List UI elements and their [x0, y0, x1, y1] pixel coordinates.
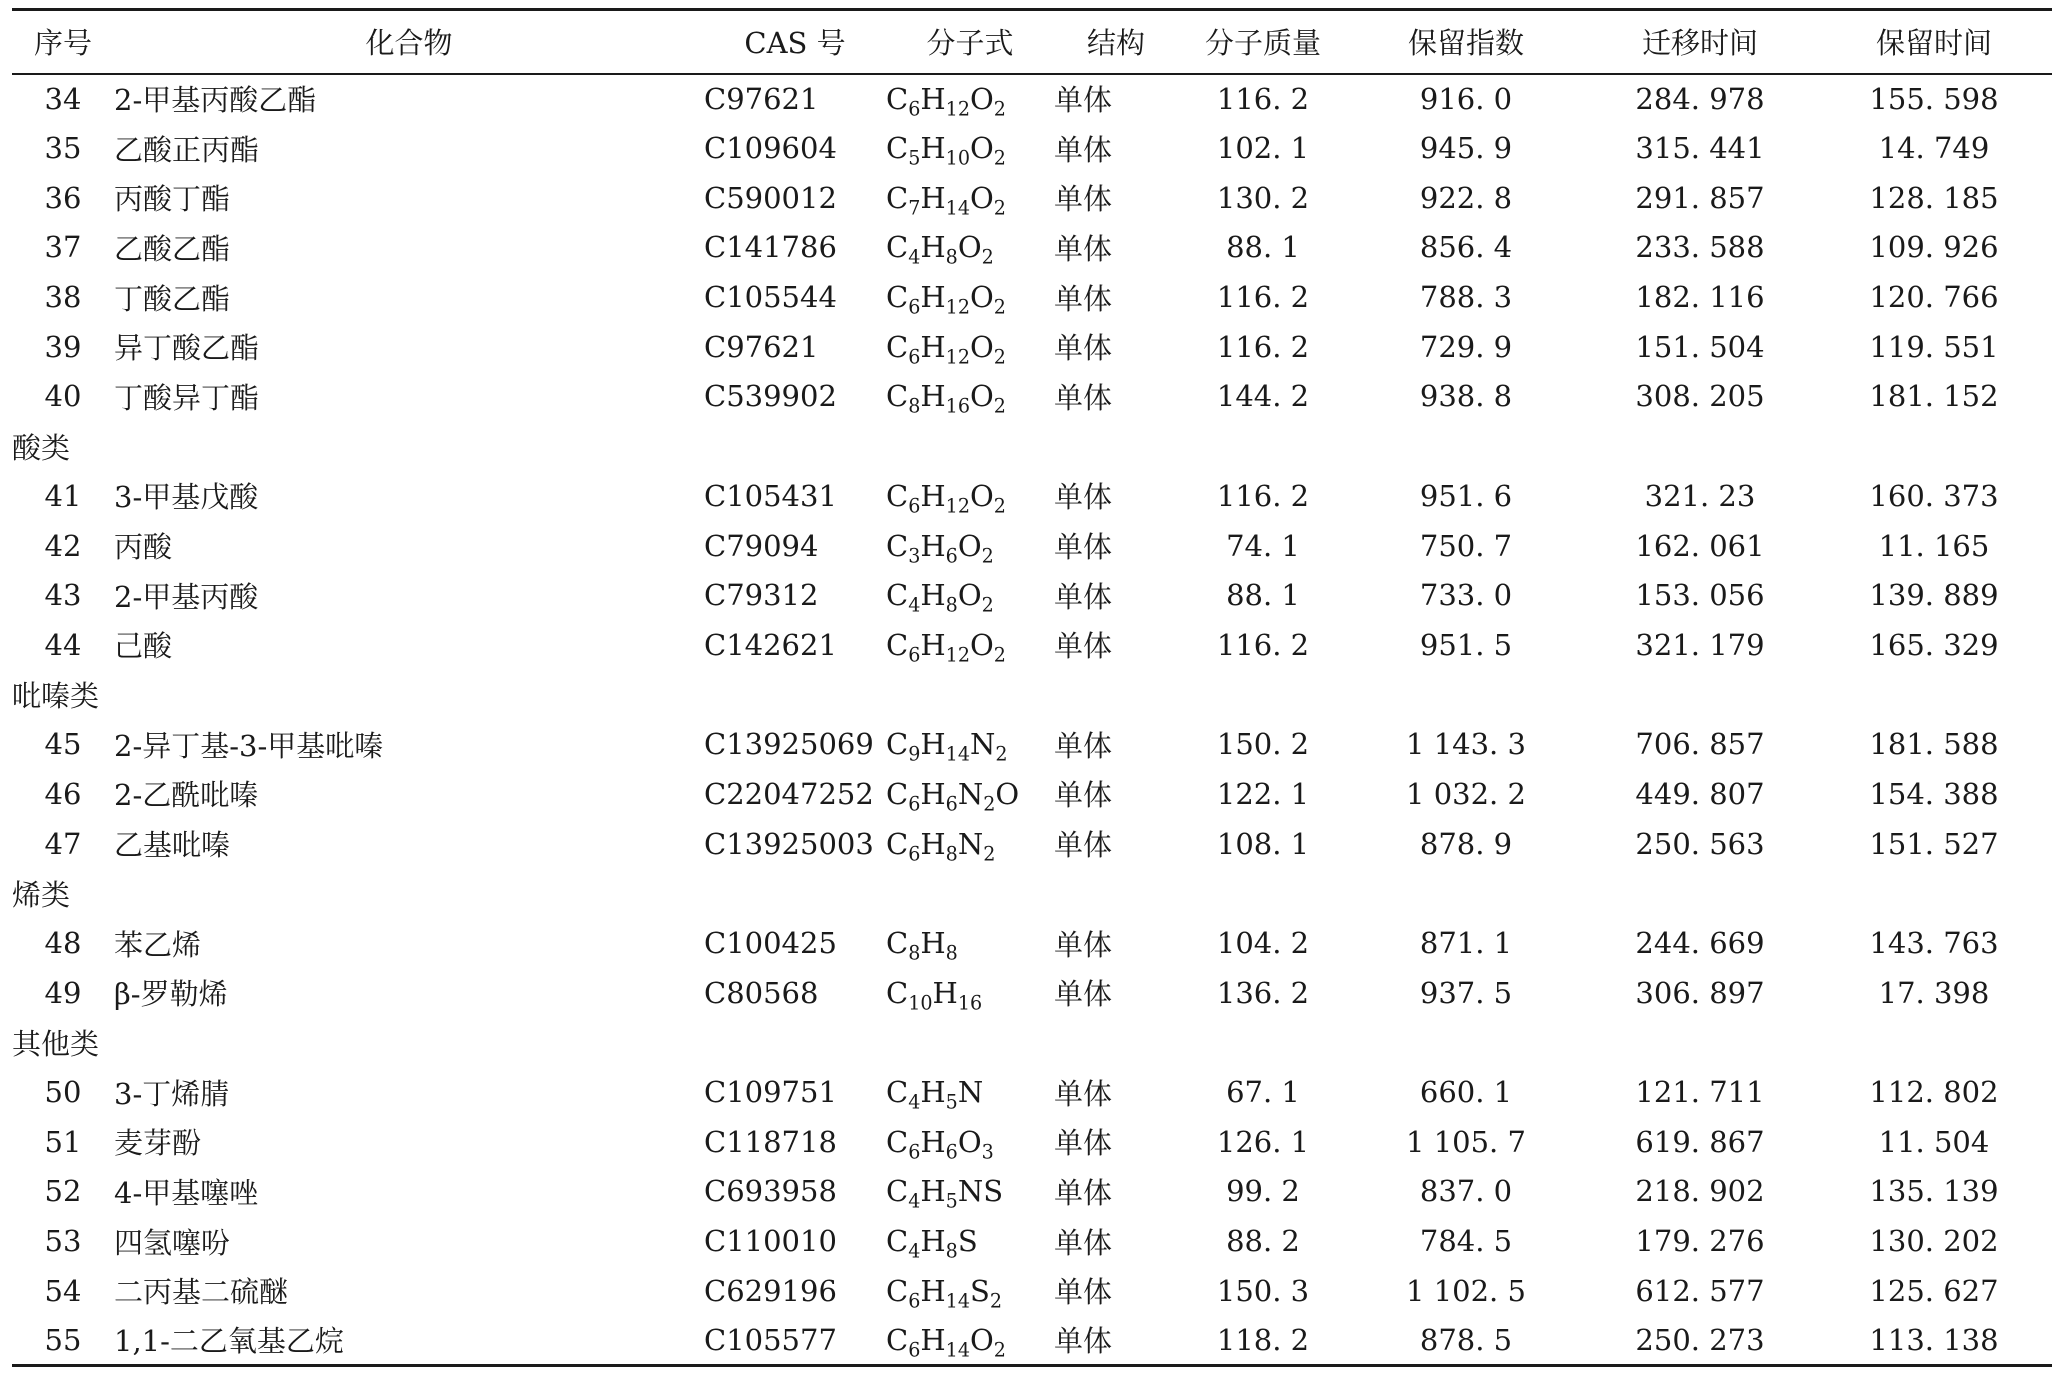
retention-index: 878. 5 — [1348, 1316, 1584, 1366]
structure-type: 单体 — [1054, 1076, 1113, 1111]
compound-number: 34 — [44, 81, 82, 116]
table-row — [12, 223, 2052, 273]
category-row — [12, 1018, 2052, 1068]
molecular-formula: $C_4H_8O_2$ — [886, 230, 994, 270]
table-row — [12, 968, 2052, 1018]
compound-name: 2-异丁基-3-甲基吡嗪 — [114, 728, 384, 763]
retention-index: 750. 7 — [1419, 528, 1513, 563]
cas-number: C13925069 — [704, 727, 874, 762]
compound-number: 44 — [44, 627, 82, 662]
compound-name: 丁酸乙酯 — [114, 281, 231, 316]
molecular-formula: $C_4H_8O_2$ — [886, 578, 994, 617]
structure-type: 单体 — [1054, 132, 1113, 167]
retention-index: 1 105. 7 — [1406, 1124, 1526, 1159]
migration-time: 233. 588 — [1635, 230, 1765, 265]
cas-number: C22047252 — [704, 776, 874, 811]
compound-table — [12, 8, 2052, 1367]
cas-number: C80568 — [704, 975, 819, 1010]
migration-time: 162. 061 — [1635, 528, 1765, 563]
retention-index: 871. 1 — [1419, 926, 1513, 961]
retention-index: 922. 8 — [1419, 180, 1513, 215]
retention-time: 181. 152 — [1869, 379, 1999, 414]
migration-time: 612. 577 — [1635, 1273, 1765, 1308]
table-row — [12, 769, 2052, 819]
retention-time: 119. 551 — [1869, 329, 1999, 364]
molecular-mass: 102. 1 — [1216, 131, 1310, 166]
molecular-formula: $C_6H_{12}O_2$ — [886, 329, 1006, 369]
cas-number: C110010 — [704, 1224, 837, 1259]
molecular-formula: $C_6H_{12}O_2$ — [886, 81, 1006, 121]
retention-index: 660. 1 — [1419, 1075, 1513, 1110]
compound-name: 3-丁烯腈 — [114, 1076, 230, 1111]
compound-number: 55 — [12, 1316, 114, 1366]
migration-time: 179. 276 — [1635, 1224, 1765, 1259]
migration-time: 151. 504 — [1635, 329, 1765, 364]
retention-index: 733. 0 — [1419, 578, 1513, 613]
compound-name: 4-甲基噻唑 — [114, 1175, 259, 1210]
retention-index: 1 143. 3 — [1406, 727, 1526, 762]
header-cas: CAS 号 — [704, 10, 886, 74]
table-row — [12, 1167, 2052, 1217]
migration-time: 244. 669 — [1635, 926, 1765, 961]
migration-time: 218. 902 — [1635, 1174, 1765, 1209]
structure-type: 单体 — [1054, 1316, 1178, 1366]
migration-time: 153. 056 — [1635, 578, 1765, 613]
cas-number: C693958 — [704, 1174, 837, 1209]
molecular-mass: 136. 2 — [1216, 975, 1310, 1010]
compound-name: 2-甲基丙酸 — [114, 579, 259, 614]
header-retention-time: 保留时间 — [1816, 10, 2052, 74]
migration-time: 182. 116 — [1635, 280, 1765, 315]
retention-index: 788. 3 — [1419, 280, 1513, 315]
retention-index: 945. 9 — [1419, 131, 1513, 166]
molecular-formula: $C_6H_6O_3$ — [886, 1124, 994, 1164]
molecular-mass: 144. 2 — [1216, 379, 1310, 414]
molecular-mass: 150. 2 — [1216, 727, 1310, 762]
table-row — [12, 322, 2052, 372]
structure-type: 单体 — [1054, 281, 1113, 316]
structure-type: 单体 — [1054, 629, 1113, 664]
compound-name: 四氢噻吩 — [114, 1225, 231, 1260]
compound-number: 54 — [44, 1273, 82, 1308]
category-row — [12, 869, 2052, 919]
structure-type: 单体 — [1054, 231, 1113, 266]
retention-time: 139. 889 — [1869, 578, 1999, 613]
structure-type: 单体 — [1054, 182, 1113, 217]
compound-number: 36 — [44, 180, 82, 215]
cas-number: C109751 — [704, 1075, 837, 1110]
retention-time: 165. 329 — [1869, 627, 1999, 662]
retention-time: 120. 766 — [1869, 280, 1999, 315]
header-structure: 结构 — [1054, 10, 1178, 74]
retention-time: 143. 763 — [1869, 926, 1999, 961]
category-label: 吡嗪类 — [12, 679, 100, 714]
compound-number: 51 — [44, 1124, 82, 1159]
table-row — [12, 173, 2052, 223]
structure-type: 单体 — [1054, 927, 1113, 962]
retention-index: 937. 5 — [1419, 975, 1513, 1010]
retention-time: 113. 138 — [1816, 1316, 2052, 1366]
cas-number: C13925003 — [704, 826, 874, 861]
table-row — [12, 1067, 2052, 1117]
structure-type: 单体 — [1054, 1126, 1113, 1161]
molecular-mass: 150. 3 — [1216, 1273, 1310, 1308]
molecular-formula: $C_6H_{12}O_2$ — [886, 627, 1006, 667]
category-label: 其他类 — [12, 1026, 100, 1061]
header-molecular-mass: 分子质量 — [1178, 10, 1348, 74]
molecular-formula: $C_4H_8S$ — [886, 1224, 978, 1263]
cas-number: C539902 — [704, 379, 837, 414]
retention-time: 112. 802 — [1869, 1075, 1999, 1110]
retention-index: 951. 5 — [1419, 627, 1513, 662]
molecular-mass: 88. 2 — [1226, 1224, 1300, 1259]
molecular-mass: 130. 2 — [1216, 180, 1310, 215]
retention-time: 155. 598 — [1869, 81, 1999, 116]
cas-number: C79094 — [704, 528, 819, 563]
table-row — [12, 1216, 2052, 1266]
molecular-mass: 88. 1 — [1226, 230, 1300, 265]
cas-number: C109604 — [704, 131, 837, 166]
migration-time: 121. 711 — [1635, 1075, 1765, 1110]
molecular-mass: 74. 1 — [1226, 528, 1300, 563]
retention-index: 856. 4 — [1419, 230, 1513, 265]
header-row — [12, 10, 2052, 74]
migration-time: 321. 179 — [1635, 627, 1765, 662]
table-row — [12, 521, 2052, 571]
structure-type: 单体 — [1054, 1175, 1113, 1210]
retention-time: 11. 504 — [1878, 1124, 1990, 1159]
compound-name: 丁酸异丁酯 — [114, 380, 260, 415]
retention-time: 125. 627 — [1869, 1273, 1999, 1308]
compound-name: 乙基吡嗪 — [114, 828, 231, 863]
molecular-mass: 126. 1 — [1216, 1124, 1310, 1159]
compound-number: 45 — [44, 727, 82, 762]
compound-name: 乙酸乙酯 — [114, 231, 231, 266]
migration-time: 308. 205 — [1635, 379, 1765, 414]
structure-type: 单体 — [1054, 579, 1113, 614]
structure-type: 单体 — [1054, 530, 1113, 565]
molecular-formula: $C_9H_{14}N_2$ — [886, 727, 1008, 766]
retention-time: 130. 202 — [1869, 1224, 1999, 1259]
retention-time: 17. 398 — [1878, 975, 1990, 1010]
table-row — [12, 1316, 2052, 1366]
compound-number: 40 — [44, 379, 82, 414]
retention-index: 837. 0 — [1419, 1174, 1513, 1209]
retention-index: 729. 9 — [1419, 329, 1513, 364]
header-retention-index: 保留指数 — [1348, 10, 1584, 74]
retention-index: 951. 6 — [1419, 478, 1513, 513]
molecular-mass: 67. 1 — [1226, 1075, 1300, 1110]
compound-number: 43 — [44, 578, 82, 613]
cas-number: C79312 — [704, 578, 819, 613]
migration-time: 315. 441 — [1635, 131, 1765, 166]
compound-number: 41 — [44, 478, 82, 513]
migration-time: 619. 867 — [1635, 1124, 1765, 1159]
category-label: 酸类 — [12, 430, 71, 465]
compound-number: 39 — [44, 329, 82, 364]
molecular-mass: 99. 2 — [1226, 1174, 1300, 1209]
compound-name: 苯乙烯 — [114, 927, 202, 962]
molecular-formula: $C_8H_8$ — [886, 926, 958, 965]
retention-index: 784. 5 — [1419, 1224, 1513, 1259]
molecular-formula: $C_6H_{14}O_2$ — [886, 1316, 1054, 1366]
molecular-formula: $C_7H_{14}O_2$ — [886, 180, 1006, 220]
structure-type: 单体 — [1054, 480, 1113, 515]
table-row — [12, 570, 2052, 620]
table-row — [12, 1266, 2052, 1316]
table-row — [12, 471, 2052, 521]
molecular-formula: $C_6H_8N_2$ — [886, 826, 996, 866]
cas-number: C105431 — [704, 478, 837, 513]
cas-number: C97621 — [704, 81, 819, 116]
structure-type: 单体 — [1054, 828, 1113, 863]
molecular-formula: $C_4H_5NS$ — [886, 1174, 1004, 1214]
compound-name: 麦芽酚 — [114, 1126, 202, 1161]
header-compound: 化合物 — [114, 10, 704, 74]
migration-time: 291. 857 — [1635, 180, 1765, 215]
header-no: 序号 — [12, 10, 114, 74]
migration-time: 306. 897 — [1635, 975, 1765, 1010]
cas-number: C100425 — [704, 926, 837, 961]
compound-name: 3-甲基戊酸 — [114, 480, 259, 515]
compound-number: 37 — [44, 230, 82, 265]
compound-name: 2-乙酰吡嗪 — [114, 778, 259, 813]
migration-time: 321. 23 — [1644, 478, 1756, 513]
compound-number: 46 — [44, 776, 82, 811]
molecular-mass: 116. 2 — [1216, 478, 1310, 513]
cas-number: C105544 — [704, 280, 837, 315]
table-row — [12, 372, 2052, 422]
table-row — [12, 719, 2052, 769]
retention-time: 151. 527 — [1869, 826, 1999, 861]
category-label: 烯类 — [12, 877, 71, 912]
cas-number: C105577 — [704, 1316, 886, 1366]
table-row — [12, 918, 2052, 968]
table-row — [12, 123, 2052, 173]
molecular-formula: $C_8H_{16}O_2$ — [886, 379, 1006, 419]
compound-number: 42 — [44, 528, 82, 563]
migration-time: 284. 978 — [1635, 81, 1765, 116]
compound-number: 50 — [44, 1075, 82, 1110]
retention-time: 160. 373 — [1869, 478, 1999, 513]
retention-index: 938. 8 — [1419, 379, 1513, 414]
compound-name: 异丁酸乙酯 — [114, 331, 260, 366]
compound-number: 35 — [44, 131, 82, 166]
compound-number: 49 — [44, 975, 82, 1010]
molecular-mass: 116. 2 — [1216, 280, 1310, 315]
molecular-mass: 118. 2 — [1178, 1316, 1348, 1366]
retention-time: 154. 388 — [1869, 776, 1999, 811]
molecular-formula: $C_5H_{10}O_2$ — [886, 131, 1006, 170]
compound-name: β-罗勒烯 — [114, 977, 228, 1012]
compound-number: 47 — [44, 826, 82, 861]
compound-number: 53 — [44, 1224, 82, 1259]
molecular-mass: 88. 1 — [1226, 578, 1300, 613]
compound-number: 52 — [44, 1174, 82, 1209]
molecular-formula: $C_6H_{12}O_2$ — [886, 280, 1006, 319]
retention-index: 916. 0 — [1419, 81, 1513, 116]
structure-type: 单体 — [1054, 977, 1113, 1012]
table-row — [12, 272, 2052, 322]
molecular-formula: $C_{10}H_{16}$ — [886, 975, 983, 1015]
molecular-mass: 116. 2 — [1216, 329, 1310, 364]
migration-time: 449. 807 — [1635, 776, 1765, 811]
retention-index: 1 102. 5 — [1406, 1273, 1526, 1308]
structure-type: 单体 — [1054, 83, 1113, 118]
molecular-formula: $C_6H_{12}O_2$ — [886, 478, 1006, 518]
retention-time: 109. 926 — [1869, 230, 1999, 265]
compound-name: 乙酸正丙酯 — [114, 132, 260, 167]
structure-type: 单体 — [1054, 1225, 1113, 1260]
molecular-mass: 116. 2 — [1216, 81, 1310, 116]
cas-number: C590012 — [704, 180, 837, 215]
compound-number: 38 — [44, 280, 82, 315]
retention-time: 135. 139 — [1869, 1174, 1999, 1209]
molecular-mass: 108. 1 — [1216, 826, 1310, 861]
cas-number: C141786 — [704, 230, 837, 265]
table-row — [12, 74, 2052, 124]
migration-time: 706. 857 — [1635, 727, 1765, 762]
retention-time: 11. 165 — [1878, 528, 1990, 563]
category-row — [12, 421, 2052, 471]
molecular-formula: $C_6H_6N_2O$ — [886, 776, 1020, 816]
category-row — [12, 670, 2052, 720]
header-formula: 分子式 — [886, 10, 1054, 74]
molecular-formula: $C_6H_{14}S_2$ — [886, 1273, 1003, 1313]
compound-number: 48 — [44, 926, 82, 961]
retention-time: 14. 749 — [1878, 131, 1990, 166]
retention-index: 878. 9 — [1419, 826, 1513, 861]
compound-name: 1,1-二乙氧基乙烷 — [114, 1316, 704, 1366]
migration-time: 250. 563 — [1635, 826, 1765, 861]
compound-name: 丙酸 — [114, 530, 173, 565]
table-body — [12, 74, 2052, 1366]
retention-time: 128. 185 — [1869, 180, 1999, 215]
retention-time: 181. 588 — [1869, 727, 1999, 762]
molecular-formula: $C_4H_5N$ — [886, 1075, 984, 1114]
cas-number: C629196 — [704, 1273, 837, 1308]
molecular-mass: 104. 2 — [1216, 926, 1310, 961]
table-row — [12, 819, 2052, 869]
header-migration-time: 迁移时间 — [1584, 10, 1816, 74]
structure-type: 单体 — [1054, 728, 1113, 763]
structure-type: 单体 — [1054, 1275, 1113, 1310]
compound-name: 丙酸丁酯 — [114, 182, 231, 217]
retention-index: 1 032. 2 — [1406, 776, 1526, 811]
molecular-mass: 122. 1 — [1216, 776, 1310, 811]
cas-number: C97621 — [704, 329, 819, 364]
molecular-formula: $C_3H_6O_2$ — [886, 528, 994, 568]
structure-type: 单体 — [1054, 778, 1113, 813]
compound-name: 二丙基二硫醚 — [114, 1275, 289, 1310]
compound-name: 2-甲基丙酸乙酯 — [114, 83, 317, 118]
structure-type: 单体 — [1054, 380, 1113, 415]
molecular-mass: 116. 2 — [1216, 627, 1310, 662]
compound-name: 己酸 — [114, 629, 173, 664]
cas-number: C142621 — [704, 627, 837, 662]
cas-number: C118718 — [704, 1124, 837, 1159]
table-row — [12, 1117, 2052, 1167]
migration-time: 250. 273 — [1584, 1316, 1816, 1366]
table-row — [12, 620, 2052, 670]
structure-type: 单体 — [1054, 331, 1113, 366]
